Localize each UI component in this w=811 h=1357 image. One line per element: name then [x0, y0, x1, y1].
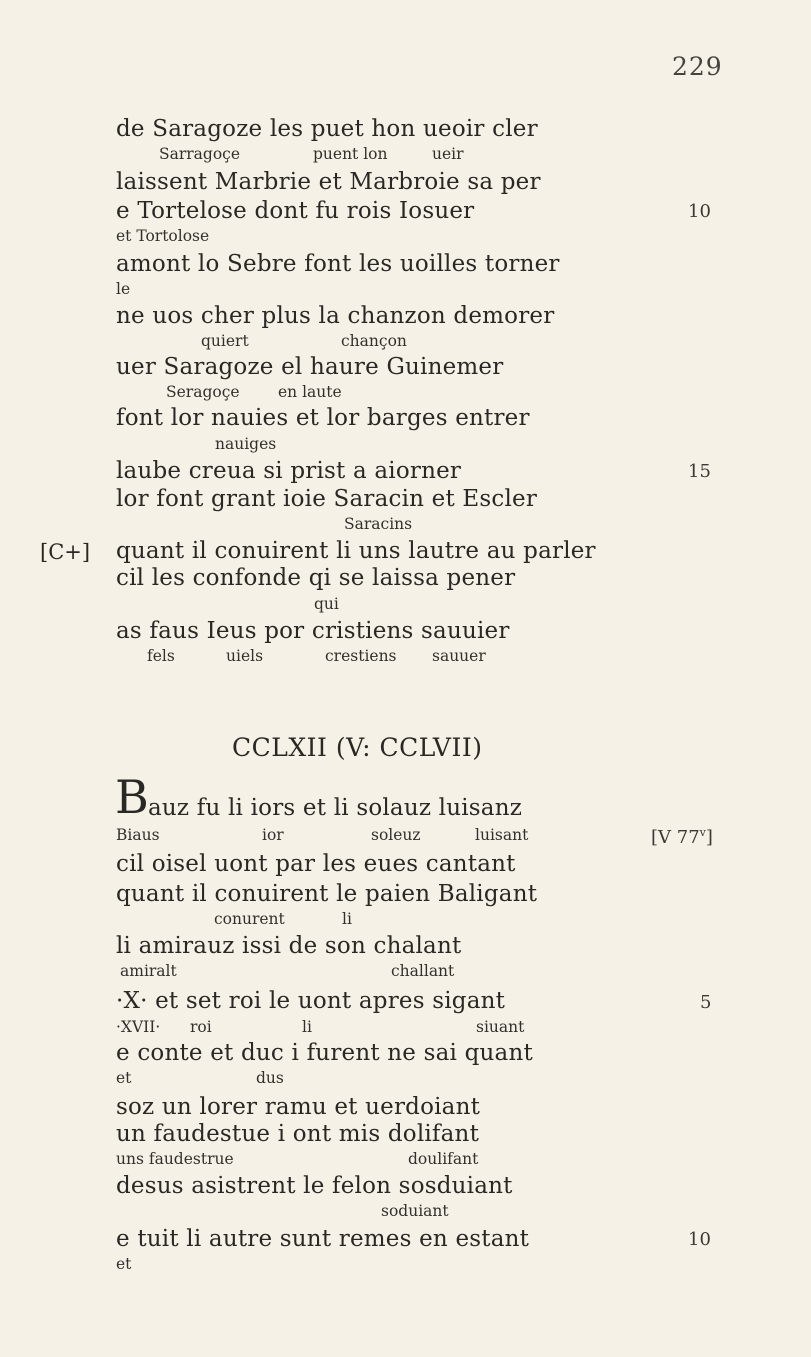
variant-reading: amiralt	[120, 962, 177, 980]
variant-reading: qui	[314, 595, 339, 613]
line-number: 10	[688, 201, 711, 222]
variant-reading: crestiens	[325, 647, 397, 665]
verse-line: ne uos cher plus la chanzon demorer	[116, 303, 555, 329]
variant-reading: ueir	[432, 145, 464, 163]
variant-reading: chançon	[341, 332, 407, 350]
variant-reading: soduiant	[381, 1202, 449, 1220]
variant-reading: ·XVII·	[116, 1018, 161, 1036]
line-number: 5	[700, 992, 712, 1013]
variant-reading: doulifant	[408, 1150, 479, 1168]
drop-cap: B	[115, 770, 149, 824]
variant-reading: fels	[147, 647, 175, 665]
variant-reading: siuant	[476, 1018, 525, 1036]
verse-line: auz fu li iors et li solauz luisanz	[148, 795, 523, 821]
variant-reading: uiels	[226, 647, 264, 665]
variant-reading: challant	[391, 962, 455, 980]
variant-reading: en laute	[278, 383, 342, 401]
verse-line: font lor nauies et lor barges entrer	[116, 405, 530, 431]
variant-reading: ior	[262, 826, 284, 844]
variant-reading: et	[116, 1255, 132, 1273]
laisse-heading: CCLXII (V: CCLVII)	[232, 733, 483, 762]
page-number: 229	[672, 52, 723, 81]
variant-reading: dus	[256, 1069, 284, 1087]
verse-line: uer Saragoze el haure Guinemer	[116, 354, 504, 380]
variant-reading: nauiges	[215, 435, 277, 453]
verse-line: desus asistrent le felon sosduiant	[116, 1173, 513, 1199]
variant-reading: puent lon	[313, 145, 388, 163]
verse-line: laube creua si prist a aiorner	[116, 458, 462, 484]
verse-line: quant il conuirent li uns lautre au parler	[116, 538, 596, 564]
verse-line: cil oisel uont par les eues cantant	[116, 851, 516, 877]
verse-line: quant il conuirent le paien Baligant	[116, 881, 538, 907]
verse-line: cil les confonde qi se laissa pener	[116, 565, 516, 591]
line-number: 10	[688, 1229, 711, 1250]
variant-reading: roi	[190, 1018, 212, 1036]
verse-line: e Tortelose dont fu rois Iosuer	[116, 198, 475, 224]
variant-reading: Saracins	[344, 515, 413, 533]
variant-reading: Sarragoçe	[159, 145, 241, 163]
verse-line: lor font grant ioie Saracin et Escler	[116, 486, 538, 512]
verse-line: amont lo Sebre font les uoilles torner	[116, 251, 560, 277]
verse-line: de Saragoze les puet hon ueoir cler	[116, 116, 538, 142]
variant-reading: li	[302, 1018, 312, 1036]
source-marker: [C+]	[40, 540, 91, 564]
verse-line: un faudestue i ont mis dolifant	[116, 1121, 480, 1147]
variant-reading: et	[116, 1069, 132, 1087]
variant-reading: luisant	[475, 826, 529, 844]
verse-line: e tuit li autre sunt remes en estant	[116, 1226, 530, 1252]
line-number: 15	[688, 461, 711, 482]
variant-reading: et Tortolose	[116, 227, 210, 245]
verse-line: as faus Ieus por cristiens sauuier	[116, 618, 510, 644]
variant-reading: Seragoçe	[166, 383, 240, 401]
variant-reading: quiert	[201, 332, 249, 350]
verse-line: li amirauz issi de son chalant	[116, 933, 462, 959]
verse-line: ·X· et set roi le uont apres sigant	[116, 988, 506, 1014]
variant-reading: li	[342, 910, 352, 928]
manuscript-reference: [V 77$^v$]	[651, 826, 713, 848]
verse-line: laissent Marbrie et Marbroie sa per	[116, 169, 541, 195]
verse-line: e conte et duc i furent ne sai quant	[116, 1040, 533, 1066]
variant-reading: le	[116, 280, 131, 298]
variant-reading: sauuer	[432, 647, 486, 665]
variant-reading: Biaus	[116, 826, 160, 844]
variant-reading: conurent	[214, 910, 285, 928]
variant-reading: soleuz	[371, 826, 421, 844]
verse-line: soz un lorer ramu et uerdoiant	[116, 1094, 481, 1120]
variant-reading: uns faudestrue	[116, 1150, 234, 1168]
